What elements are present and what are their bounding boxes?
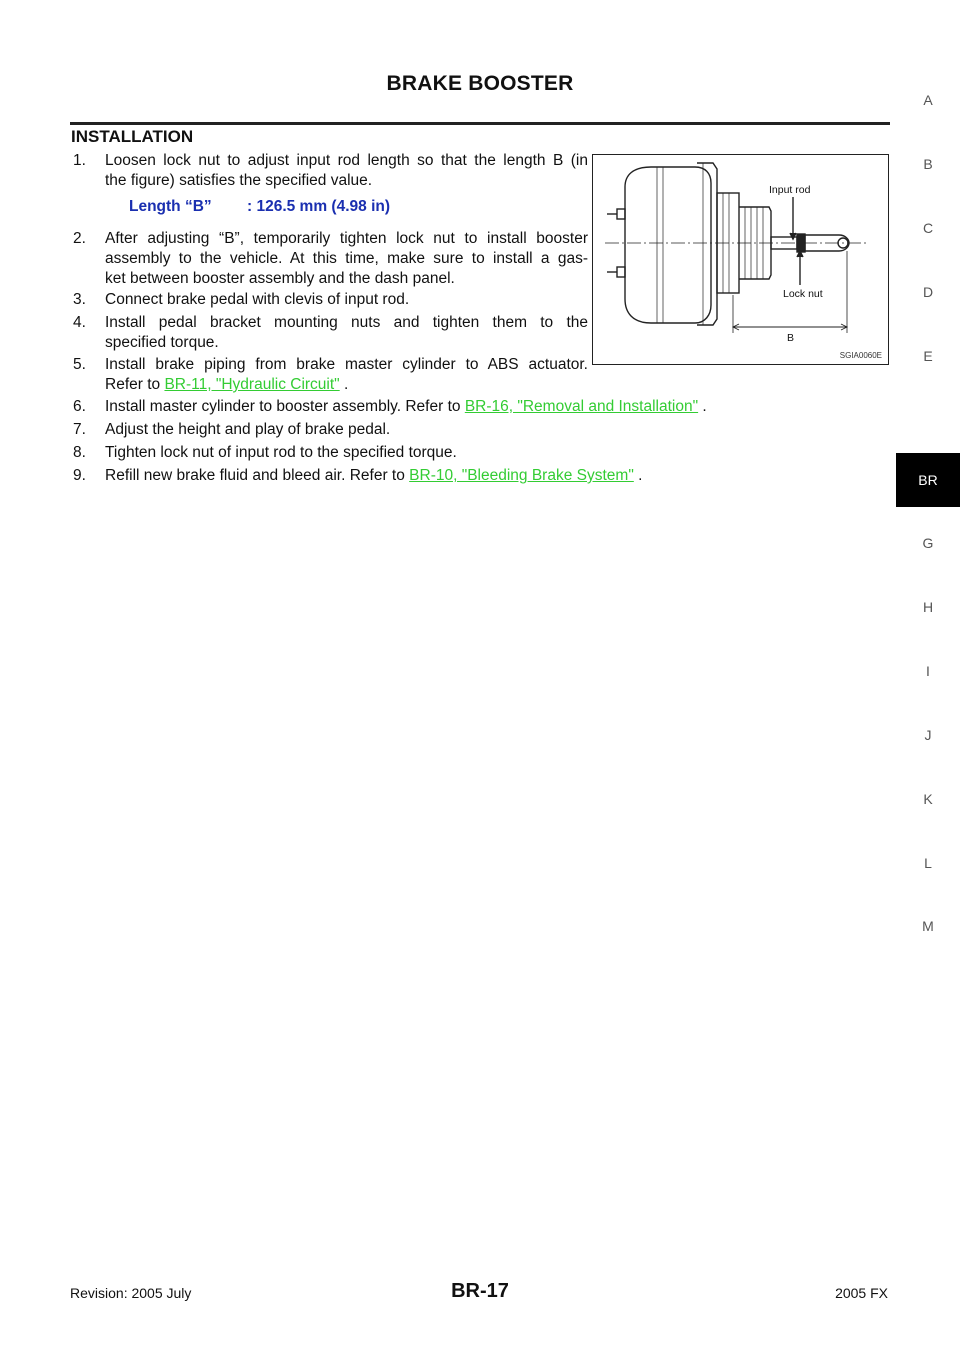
step-text-line: After adjusting “B”, temporarily tighten lock nut to install booster	[105, 230, 588, 247]
step-text-line: Install pedal bracket mounting nuts and tighten them to the	[105, 314, 588, 331]
step-text-line: Loosen lock nut to adjust input rod length so that the length B (in	[105, 152, 588, 169]
step-text-line: the figure) satisfies the specified value.	[105, 172, 373, 189]
step-text-line: assembly to the vehicle. At this time, make sure to install a gas-	[105, 250, 588, 267]
tab-k[interactable]: K	[923, 791, 933, 807]
step-text-line: Install brake piping from brake master cylinder to ABS actuator.	[105, 356, 588, 373]
header-rule	[70, 122, 890, 125]
step-number: 9.	[73, 467, 86, 484]
step-text: .	[698, 398, 707, 415]
tab-br-active[interactable]: BR	[896, 453, 960, 507]
tab-e[interactable]: E	[923, 348, 933, 364]
step-number: 8.	[73, 444, 86, 461]
step-text-line: Connect brake pedal with clevis of input rod.	[105, 291, 410, 308]
footer-revision: Revision: 2005 July	[70, 1285, 192, 1301]
step-number: 3.	[73, 291, 86, 308]
tab-m[interactable]: M	[922, 918, 934, 934]
tab-c[interactable]: C	[922, 220, 934, 236]
tab-b[interactable]: B	[923, 156, 933, 172]
step-text-line: specified torque.	[105, 334, 219, 351]
tab-j[interactable]: J	[924, 727, 932, 743]
spec-label: Length “B”	[129, 198, 212, 215]
tab-h[interactable]: H	[922, 599, 934, 615]
tab-d[interactable]: D	[922, 284, 934, 300]
spec-value: : 126.5 mm (4.98 in)	[247, 198, 391, 215]
dimension-b-label: B	[787, 332, 795, 344]
brake-booster-diagram	[593, 155, 887, 363]
input-rod-label: Input rod	[769, 184, 811, 196]
lock-nut-label: Lock nut	[783, 288, 823, 300]
step-number: 7.	[73, 421, 86, 438]
step-text: Install master cylinder to booster assembly. Refer to	[105, 398, 465, 415]
step-text: .	[633, 467, 643, 484]
footer-page-number: BR-17	[451, 1280, 509, 1302]
step-number: 4.	[73, 314, 86, 331]
brake-booster-figure	[592, 154, 889, 365]
reference-link[interactable]: BR-16, "Removal and Installation"	[464, 398, 699, 415]
step-number: 5.	[73, 356, 86, 373]
spec-length-b	[129, 198, 391, 216]
page-title: BRAKE BOOSTER	[386, 72, 574, 95]
reference-link[interactable]: BR-10, "Bleeding Brake System"	[409, 467, 634, 484]
step-text: Refer to	[105, 376, 165, 393]
tab-i[interactable]: I	[926, 663, 930, 679]
tab-g[interactable]: G	[922, 535, 934, 551]
step-text: Adjust the height and play of brake pedal.	[105, 421, 391, 438]
step-text: Refill new brake fluid and bleed air. Refer to	[105, 467, 410, 484]
step-text: Tighten lock nut of input rod to the specified torque.	[105, 444, 457, 461]
step-text: .	[339, 376, 349, 393]
footer-model: 2005 FX	[835, 1285, 888, 1301]
step-number: 1.	[73, 152, 86, 169]
section-index-tabs	[896, 0, 960, 1358]
figure-code: SGIA0060E	[839, 351, 882, 360]
tab-a[interactable]: A	[923, 92, 933, 108]
tab-l[interactable]: L	[924, 855, 932, 871]
section-heading: INSTALLATION	[71, 127, 194, 146]
step-text-line: ket between booster assembly and the dash panel.	[105, 270, 455, 287]
reference-link[interactable]: BR-11, "Hydraulic Circuit"	[164, 376, 340, 393]
step-number: 6.	[73, 398, 86, 415]
step-number: 2.	[73, 230, 86, 247]
